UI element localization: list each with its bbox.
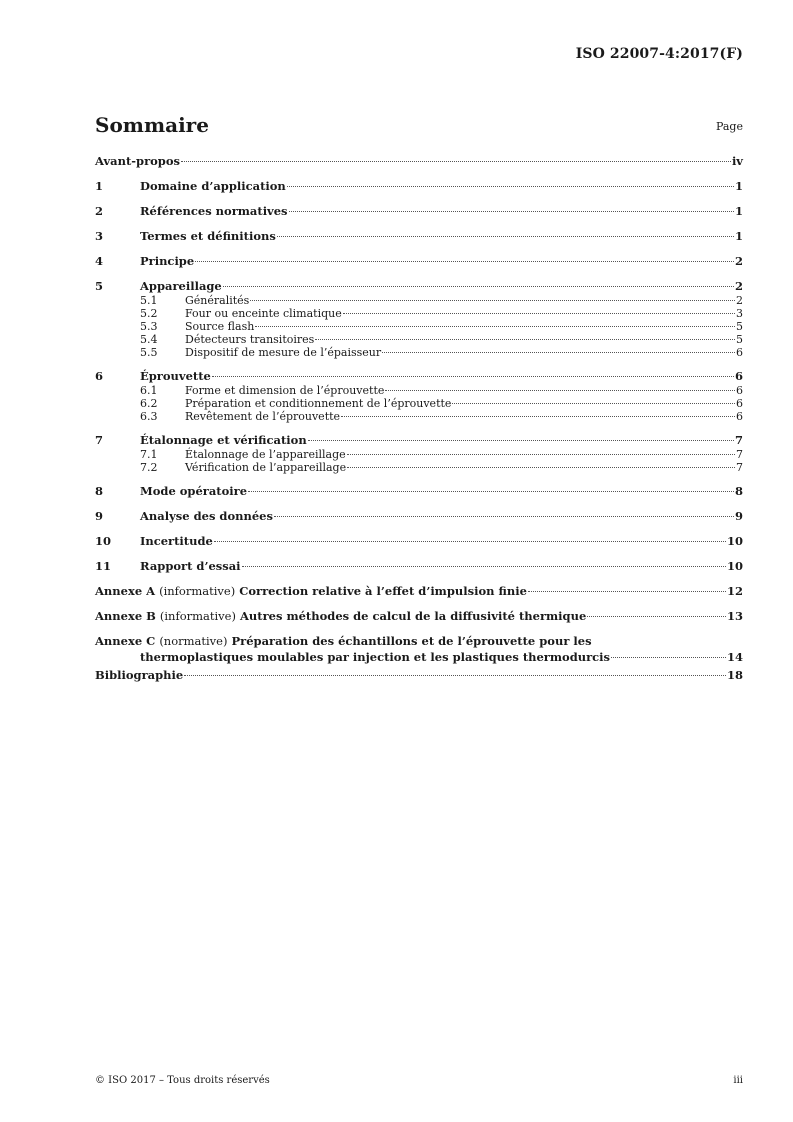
toc-entry-page: 5 [736, 320, 743, 333]
toc-entry-label: Dispositif de mesure de l’épaisseur [185, 346, 382, 359]
toc-entry-label: Rapport d’essai [140, 559, 241, 573]
annex-title: Autres méthodes de calcul de la diffusivité thermique [240, 609, 587, 623]
leader-dots [274, 515, 734, 517]
toc-entry-page: 12 [726, 584, 743, 598]
leader-dots [214, 540, 726, 542]
toc-entry-7-1[interactable] [95, 448, 743, 461]
toc-entry-label: Incertitude [140, 534, 213, 548]
toc-entry-number: 5.2 [140, 307, 158, 320]
leader-dots [347, 453, 735, 455]
leader-dots [452, 402, 735, 404]
leader-dots [315, 338, 735, 340]
toc-entry-8[interactable] [95, 483, 743, 499]
toc-entry-label: Principe [140, 254, 195, 268]
leader-dots [385, 389, 735, 391]
toc-entry-number: 6.3 [140, 410, 158, 423]
toc-entry-page: iv [731, 154, 743, 168]
annex-type: (informative) [159, 584, 236, 598]
toc-entry-label: Références normatives [140, 204, 288, 218]
toc-entry-number: 6.1 [140, 384, 158, 397]
toc-entry-7-2[interactable] [95, 461, 743, 474]
toc-entry-label: Domaine d’application [140, 179, 286, 193]
toc-entry-page: 6 [736, 384, 743, 397]
toc-entry-1[interactable] [95, 178, 743, 194]
toc-entry-page: 7 [736, 448, 743, 461]
document-reference: ISO 22007-4:2017(F) [575, 46, 743, 62]
toc-entry-label: Détecteurs transitoires [185, 333, 315, 346]
toc-entry-6[interactable] [95, 368, 743, 384]
leader-dots [181, 160, 731, 162]
toc-entry-number: 6 [95, 369, 104, 383]
toc-entry-page: 6 [736, 410, 743, 423]
annex-title: Correction relative à l’effet d’impulsion finie [239, 584, 527, 598]
toc-entry-5-5[interactable] [95, 346, 743, 359]
toc-annex-label [95, 633, 592, 649]
leader-dots [382, 351, 735, 353]
page-number: iii [733, 1075, 743, 1086]
leader-dots [587, 615, 726, 617]
toc-entry-label: Étalonnage de l’appareillage [185, 448, 346, 461]
annex-name: Annexe A [95, 584, 156, 598]
toc-entry-page: 1 [734, 179, 743, 193]
toc-annex-a[interactable] [95, 583, 743, 599]
annex-title-continued: thermoplastiques moulables par injection et les plastiques thermodurcis [140, 650, 611, 664]
toc-entry-label: Vérification de l’appareillage [185, 461, 347, 474]
page-column-label: Page [715, 120, 743, 133]
toc-entry-4[interactable] [95, 253, 743, 269]
toc-entry-5-2[interactable] [95, 307, 743, 320]
toc-entry-5-3[interactable] [95, 320, 743, 333]
toc-entry-page: 3 [736, 307, 743, 320]
toc-entry-number: 7.2 [140, 461, 158, 474]
toc-entry-page: 14 [726, 650, 743, 664]
toc-entry-number: 11 [95, 559, 112, 573]
toc-entry-page: 6 [736, 397, 743, 410]
toc-entry-page: 6 [736, 346, 743, 359]
toc-entry-number: 5.1 [140, 294, 158, 307]
toc-entry-number: 2 [95, 204, 104, 218]
toc-entry-page: 7 [736, 461, 743, 474]
leader-dots [343, 312, 735, 314]
toc-entry-page: 9 [734, 509, 743, 523]
toc-entry-number: 7 [95, 433, 104, 447]
toc-entry-number: 5.5 [140, 346, 158, 359]
leader-dots [250, 299, 735, 301]
toc-entry-label: Généralités [185, 294, 250, 307]
toc-entry-page: 2 [734, 254, 743, 268]
toc-entry-number: 5.3 [140, 320, 158, 333]
toc-annex-c-line1[interactable] [95, 633, 743, 649]
toc-entry-5-1[interactable] [95, 294, 743, 307]
toc-entry-number: 7.1 [140, 448, 158, 461]
toc-entry-number: 8 [95, 484, 104, 498]
toc-entry-6-1[interactable] [95, 384, 743, 397]
leader-dots [195, 260, 734, 262]
toc-entry-label: Mode opératoire [140, 484, 248, 498]
toc-entry-label: Étalonnage et vérification [140, 433, 307, 447]
leader-dots [287, 185, 734, 187]
toc-entry-page: 10 [726, 559, 743, 573]
toc-entry-6-3[interactable] [95, 410, 743, 423]
toc-entry-page: 13 [726, 609, 743, 623]
leader-dots [255, 325, 735, 327]
toc-entry-6-2[interactable] [95, 397, 743, 410]
toc-annex-b[interactable] [95, 608, 743, 624]
toc-entry-number: 5 [95, 279, 104, 293]
toc-entry-foreword[interactable] [95, 153, 743, 169]
toc-annex-label [95, 583, 527, 599]
toc-entry-number: 3 [95, 229, 104, 243]
toc-entry-number: 10 [95, 534, 112, 548]
leader-dots [347, 466, 735, 468]
toc-entry-3[interactable] [95, 228, 743, 244]
toc-entry-page: 18 [726, 668, 743, 682]
toc-entry-5-4[interactable] [95, 333, 743, 346]
toc-entry-label: Termes et définitions [140, 229, 276, 243]
leader-dots [248, 490, 734, 492]
table-of-contents [95, 153, 743, 683]
toc-entry-page: 2 [734, 279, 743, 293]
toc-entry-page: 10 [726, 534, 743, 548]
toc-entry-number: 4 [95, 254, 104, 268]
toc-entry-label: Éprouvette [140, 369, 211, 383]
leader-dots [277, 235, 734, 237]
toc-entry-2[interactable] [95, 203, 743, 219]
toc-entry-label: Revêtement de l’éprouvette [185, 410, 341, 423]
toc-entry-5[interactable] [95, 278, 743, 294]
page-title: Sommaire [95, 113, 209, 137]
leader-dots [223, 285, 734, 287]
toc-entry-page: 8 [734, 484, 743, 498]
leader-dots [611, 656, 726, 658]
annex-name: Annexe C [95, 634, 156, 648]
leader-dots [242, 565, 726, 567]
leader-dots [184, 674, 726, 676]
toc-entry-11[interactable] [95, 558, 743, 574]
leader-dots [289, 210, 734, 212]
toc-entry-page: 1 [734, 229, 743, 243]
leader-dots [341, 415, 735, 417]
toc-entry-number: 6.2 [140, 397, 158, 410]
annex-type: (normative) [159, 634, 228, 648]
toc-entry-label: Appareillage [140, 279, 222, 293]
leader-dots [212, 375, 734, 377]
copyright-notice: © ISO 2017 – Tous droits réservés [95, 1075, 270, 1086]
toc-entry-label: Préparation et conditionnement de l’éprouvette [185, 397, 452, 410]
toc-entry-page: 2 [736, 294, 743, 307]
toc-entry-label: Source flash [185, 320, 255, 333]
annex-type: (informative) [159, 609, 236, 623]
toc-entry-number: 9 [95, 509, 104, 523]
toc-entry-label: Analyse des données [140, 509, 273, 523]
toc-entry-page: 1 [734, 204, 743, 218]
toc-annex-label [95, 608, 586, 624]
toc-entry-label: Avant-propos [95, 154, 180, 168]
leader-dots [308, 439, 734, 441]
toc-entry-7[interactable] [95, 432, 743, 448]
toc-entry-page: 5 [736, 333, 743, 346]
toc-bibliography[interactable] [95, 667, 743, 683]
toc-entry-number: 1 [95, 179, 104, 193]
annex-name: Annexe B [95, 609, 156, 623]
toc-entry-page: 6 [734, 369, 743, 383]
toc-annex-c-line2[interactable] [95, 649, 743, 665]
leader-dots [528, 590, 726, 592]
toc-entry-page: 7 [734, 433, 743, 447]
annex-title: Préparation des échantillons et de l’éprouvette pour les [231, 634, 592, 648]
toc-entry-label: Four ou enceinte climatique [185, 307, 342, 320]
toc-entry-9[interactable] [95, 508, 743, 524]
toc-entry-label: Bibliographie [95, 668, 184, 682]
toc-entry-number: 5.4 [140, 333, 158, 346]
toc-entry-label: Forme et dimension de l’éprouvette [185, 384, 385, 397]
toc-entry-10[interactable] [95, 533, 743, 549]
